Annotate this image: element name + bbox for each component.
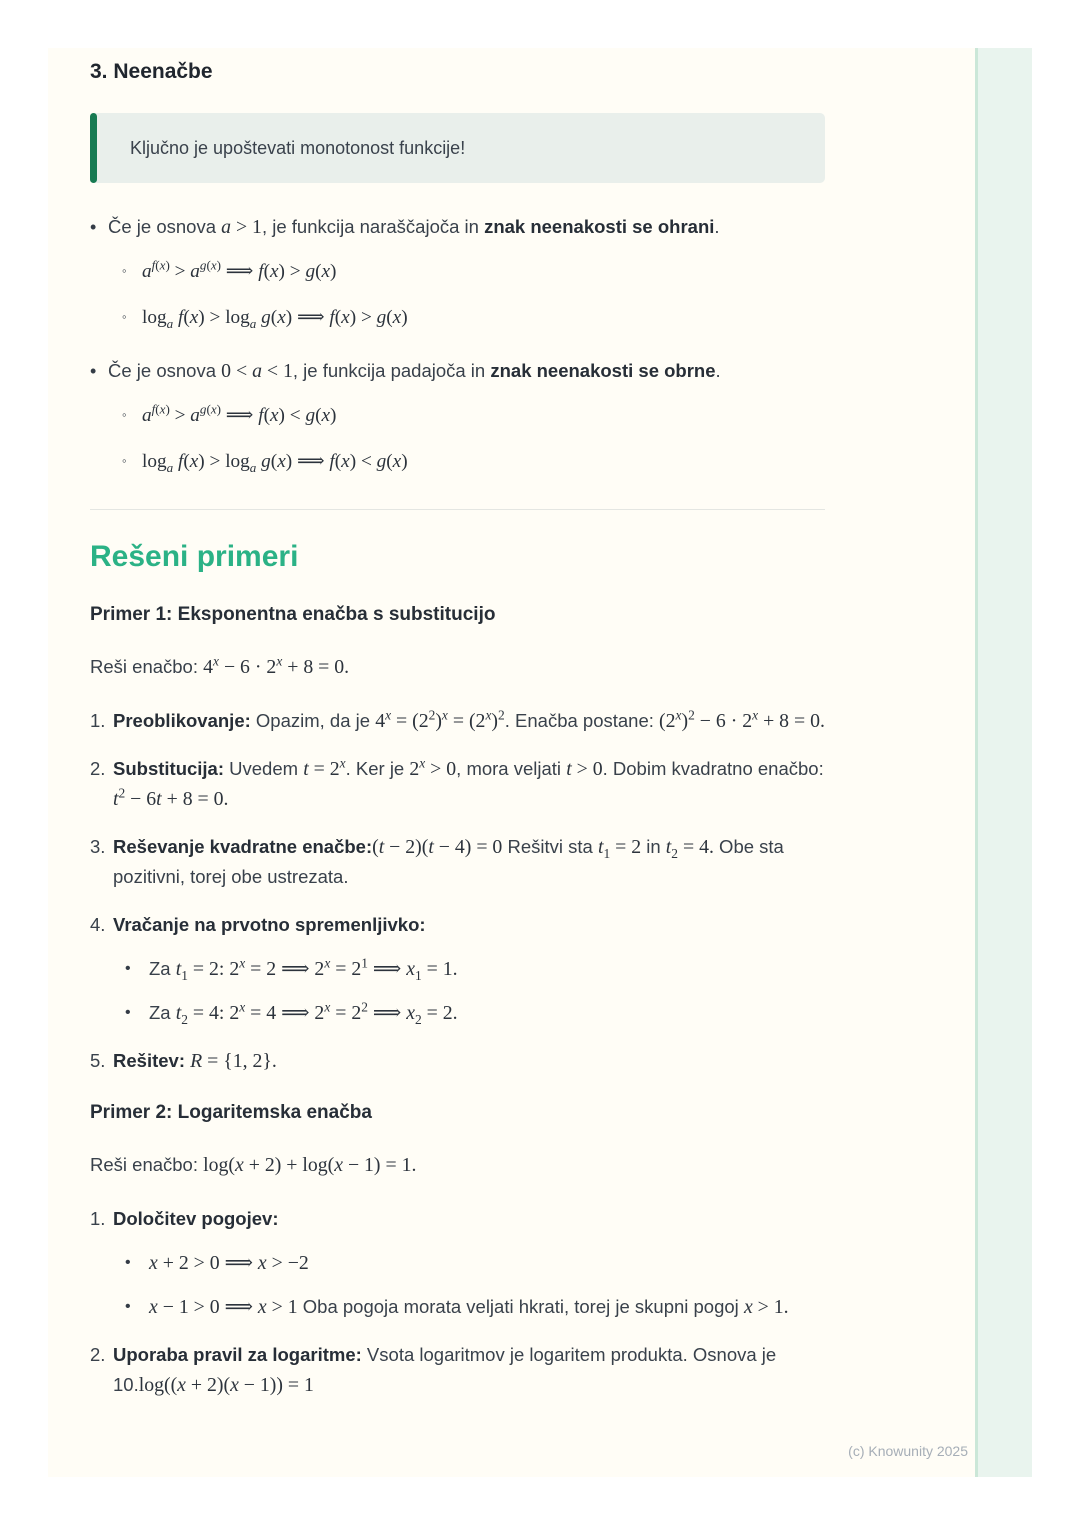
bullet-marker: • bbox=[125, 960, 131, 977]
section-divider bbox=[90, 509, 825, 510]
step-number: 2. bbox=[90, 1344, 106, 1365]
list-item bbox=[122, 256, 827, 287]
example1-problem: Reši enačbo: $4^x - 6 \cdot 2^x + 8 = 0$. bbox=[90, 653, 350, 678]
bullet-marker: • bbox=[125, 1298, 131, 1315]
example1-title: Primer 1: Eksponentna enačba s substitucijo bbox=[90, 604, 496, 625]
step-item bbox=[90, 1340, 827, 1400]
list-item bbox=[125, 954, 827, 984]
step-number: 3. bbox=[90, 836, 106, 857]
substep-text: x + 2 > 0 ⟹ x > −2 bbox=[149, 1252, 309, 1274]
substep-text: Za $t_1 = 2$: $2^x = 2$ ⟹ $2^x = 2^1$ ⟹ $x_1 = 1$. bbox=[149, 955, 458, 983]
document-page bbox=[48, 48, 1032, 1477]
step-text: Rešitev: R = {1, 2}. bbox=[113, 1050, 277, 1072]
step-item bbox=[90, 706, 827, 736]
step-text: Substitucija: Uvedem $t = 2^x$. Ker je $2^x > 0$, mora veljati t > 0. Dobim kvadratno enačbo: $t^2 - 6t + 8 = 0$. bbox=[113, 755, 824, 810]
document-content bbox=[48, 48, 827, 1400]
bullet-marker: • bbox=[90, 217, 97, 237]
list-item bbox=[90, 213, 827, 241]
step-sublist bbox=[113, 1248, 827, 1322]
step-number: 1. bbox=[90, 710, 106, 731]
step-number: 5. bbox=[90, 1050, 106, 1071]
callout-accent-bar bbox=[90, 113, 97, 183]
section-title: 3. Neenačbe bbox=[90, 60, 213, 83]
callout-text: Ključno je upoštevati monotonost funkcije! bbox=[130, 138, 466, 158]
page-edge-stripe bbox=[975, 48, 1032, 1477]
step-sublist bbox=[113, 954, 827, 1028]
list-item bbox=[125, 998, 827, 1028]
step-number: 2. bbox=[90, 758, 106, 779]
key-callout bbox=[90, 113, 825, 183]
bullet-marker: • bbox=[90, 361, 97, 381]
step-text: Uporaba pravil za logaritme: Vsota logaritmov je logaritem produkta. Osnova je 10.log((x + 2)(x − 1)) = 1 bbox=[113, 1344, 777, 1396]
step-item bbox=[90, 1204, 827, 1322]
example1-steps bbox=[90, 706, 827, 1076]
step-text bbox=[113, 1204, 827, 1322]
rules-list bbox=[90, 213, 827, 477]
bullet-marker: • bbox=[125, 1004, 131, 1021]
rule-formula: $\log_a f(x) > \log_a g(x)$ ⟹ f(x) > g(x) bbox=[142, 307, 408, 331]
step-item bbox=[90, 910, 827, 1028]
list-item bbox=[122, 446, 827, 477]
rule-lead-text: Če je osnova 0 < a < 1, je funkcija padajoča in znak neenakosti se obrne. bbox=[108, 360, 721, 382]
example2-title: Primer 2: Logaritemska enačba bbox=[90, 1102, 372, 1123]
rule-formula: $a^{f(x)} > a^{g(x)}$ ⟹ f(x) < g(x) bbox=[142, 401, 337, 426]
example2-steps bbox=[90, 1204, 827, 1400]
rule-formula: $a^{f(x)} > a^{g(x)}$ ⟹ f(x) > g(x) bbox=[142, 257, 337, 282]
list-item bbox=[122, 302, 827, 333]
solved-examples-heading: Rešeni primeri bbox=[90, 540, 299, 573]
substep-text: x − 1 > 0 ⟹ x > 1 Oba pogoja morata veljati hkrati, torej je skupni pogoj x > 1. bbox=[149, 1296, 789, 1318]
copyright-watermark: (c) Knowunity 2025 bbox=[848, 1443, 968, 1459]
circle-marker: ◦ bbox=[122, 453, 127, 468]
step-label: Določitev pogojev: bbox=[113, 1208, 279, 1229]
step-number: 4. bbox=[90, 914, 106, 935]
substep-text: Za $t_2 = 4$: $2^x = 4$ ⟹ $2^x = 2^2$ ⟹ $x_2 = 2$. bbox=[149, 999, 458, 1027]
step-label: Vračanje na prvotno spremenljivko: bbox=[113, 914, 426, 935]
list-item bbox=[122, 400, 827, 431]
step-item bbox=[90, 832, 827, 892]
circle-marker: ◦ bbox=[122, 263, 127, 278]
step-text: Preoblikovanje: Opazim, da je $4^x = (2^2)^x = (2^x)^2$. Enačba postane: $(2^x)^2 - 6 \cdot 2^x + 8 = 0$. bbox=[113, 707, 825, 732]
step-number: 1. bbox=[90, 1208, 106, 1229]
circle-marker: ◦ bbox=[122, 407, 127, 422]
list-item bbox=[90, 357, 827, 385]
step-item bbox=[90, 1046, 827, 1076]
bullet-marker: • bbox=[125, 1254, 131, 1271]
step-text: Reševanje kvadratne enačbe:(t − 2)(t − 4) = 0 Rešitvi sta $t_1 = 2$ in $t_2 = 4$. Obe sta pozitivni, torej obe ustrezata. bbox=[113, 836, 784, 887]
example2-problem: Reši enačbo: log(x + 2) + log(x − 1) = 1. bbox=[90, 1154, 417, 1176]
list-item bbox=[125, 1248, 827, 1278]
list-item bbox=[125, 1292, 827, 1322]
circle-marker: ◦ bbox=[122, 309, 127, 324]
rule-lead-text: Če je osnova a > 1, je funkcija naraščajoča in znak neenakosti se ohrani. bbox=[108, 216, 720, 238]
rule-formula: $\log_a f(x) > \log_a g(x)$ ⟹ f(x) < g(x) bbox=[142, 451, 408, 475]
step-item bbox=[90, 754, 827, 814]
step-text bbox=[113, 910, 827, 1028]
